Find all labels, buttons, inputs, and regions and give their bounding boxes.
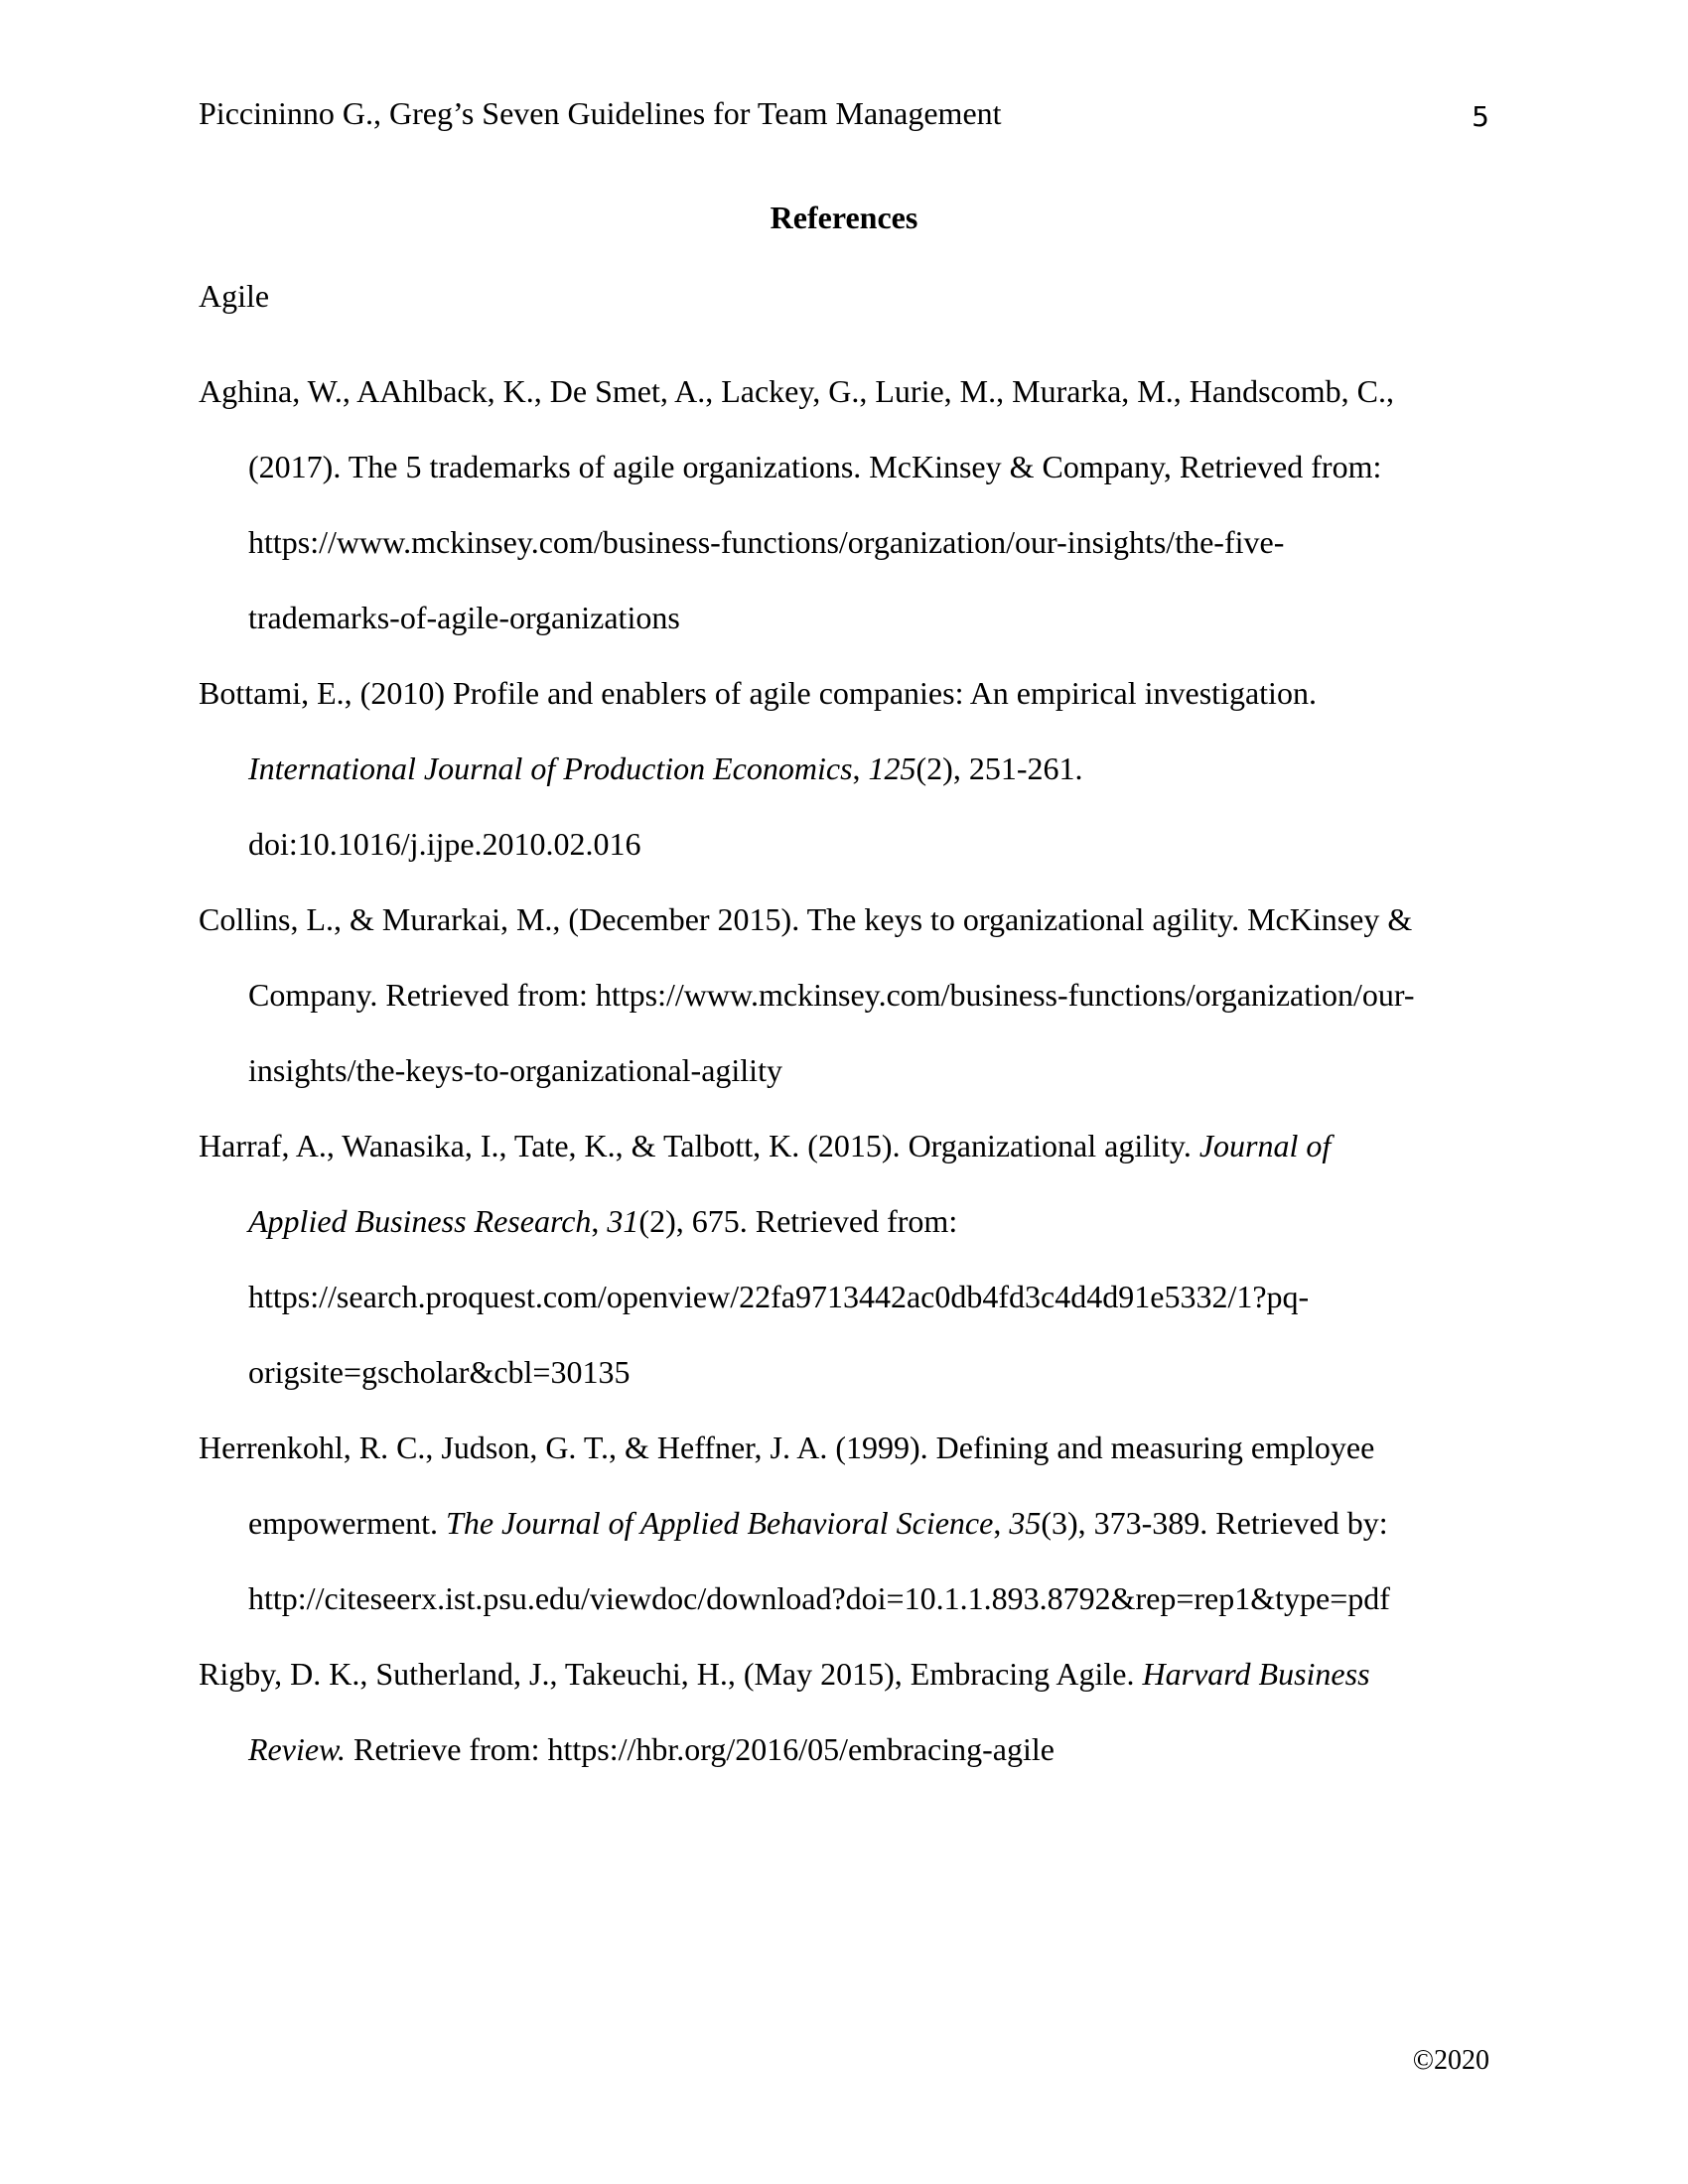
italic-text: The Journal of Applied Behavioral Science [446,1505,994,1541]
italic-text: Review. [248,1731,347,1767]
reference-entry [199,353,1489,655]
page-title: References [770,200,918,235]
reference-line: International Journal of Production Economics, 125(2), 251-261. [248,751,1083,786]
section-label: Agile [199,278,270,314]
reference-line: Review. Retrieve from: https://hbr.org/2016/05/embracing-agile [248,1731,1055,1767]
italic-text: Journal of [1198,1128,1332,1163]
reference-entry [199,1636,1489,1787]
reference-line: Harraf, A., Wanasika, I., Tate, K., & Talbott, K. (2015). Organizational agility. Journal of [199,1128,1332,1163]
italic-text: International Journal of Production Economics [248,751,853,786]
italic-text: Applied Business Research [248,1203,592,1239]
reference-line: Applied Business Research, 31(2), 675. Retrieved from: [248,1203,958,1239]
running-header: Piccininno G., Greg’s Seven Guidelines for Team Management [199,95,1002,131]
reference-line: trademarks-of-agile-organizations [248,600,680,635]
reference-line: doi:10.1016/j.ijpe.2010.02.016 [248,826,641,862]
reference-entry [199,1108,1489,1410]
reference-line: Company. Retrieved from: https://www.mckinsey.com/business-functions/organization/our- [248,977,1415,1013]
italic-text: 35 [1009,1505,1042,1541]
reference-line: Herrenkohl, R. C., Judson, G. T., & Heffner, J. A. (1999). Defining and measuring employee [199,1430,1375,1465]
reference-entry [199,655,1489,882]
reference-line: https://search.proquest.com/openview/22fa9713442ac0db4fd3c4d4d91e5332/1?pq- [248,1279,1310,1314]
reference-line: http://citeseerx.ist.psu.edu/viewdoc/download?doi=10.1.1.893.8792&rep=rep1&type=pdf [248,1580,1390,1616]
italic-text: 31 [607,1203,639,1239]
reference-line: https://www.mckinsey.com/business-functions/organization/our-insights/the-five- [248,524,1285,560]
reference-entry [199,1410,1489,1636]
reference-line: Rigby, D. K., Sutherland, J., Takeuchi, H., (May 2015), Embracing Agile. Harvard Business [199,1656,1370,1692]
copyright-footer: ©2020 [1412,2045,1489,2076]
reference-list [199,353,1489,1787]
reference-line: origsite=gscholar&cbl=30135 [248,1354,631,1390]
reference-line: empowerment. The Journal of Applied Behavioral Science, 35(3), 373-389. Retrieved by: [248,1505,1388,1541]
page-number: 5 [1472,100,1489,133]
reference-line: Collins, L., & Murarkai, M., (December 2015). The keys to organizational agility. McKinsey & [199,901,1413,937]
italic-text: Harvard Business [1142,1656,1370,1692]
reference-line: Aghina, W., AAhlback, K., De Smet, A., Lackey, G., Lurie, M., Murarka, M., Handscomb, C., [199,373,1394,409]
reference-entry [199,882,1489,1108]
reference-line: insights/the-keys-to-organizational-agility [248,1052,782,1088]
reference-line: (2017). The 5 trademarks of agile organizations. McKinsey & Company, Retrieved from: [248,449,1382,484]
reference-line: Bottami, E., (2010) Profile and enablers of agile companies: An empirical investigation. [199,675,1317,711]
italic-text: 125 [868,751,916,786]
